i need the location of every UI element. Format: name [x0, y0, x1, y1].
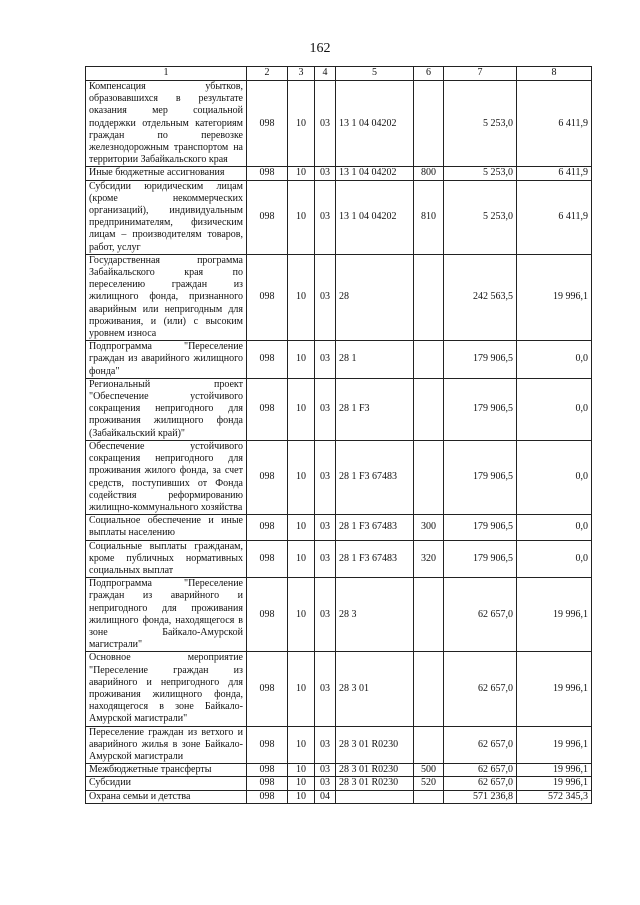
row-expense-type — [414, 726, 444, 764]
row-expense-type: 320 — [414, 540, 444, 578]
row-ved-code: 098 — [247, 578, 288, 652]
row-amount-col7: 179 906,5 — [444, 378, 517, 440]
row-section-code: 10 — [288, 790, 315, 803]
row-section-code: 10 — [288, 378, 315, 440]
row-expense-type — [414, 378, 444, 440]
row-amount-col8: 19 996,1 — [517, 578, 592, 652]
row-amount-col7: 5 253,0 — [444, 81, 517, 167]
row-target-code: 28 1 F3 67483 — [336, 540, 414, 578]
row-section-code: 10 — [288, 726, 315, 764]
row-name: Подпрограмма "Переселение граждан из аварийного жилищного фонда" — [86, 341, 247, 379]
row-name: Государственная программа Забайкальского края по переселению граждан из жилищного фонда, признанного аварийным или непригодным для проживания, и (или) с высоким уровнем износа — [86, 254, 247, 340]
row-section-code: 10 — [288, 440, 315, 514]
header-cell: 1 — [86, 67, 247, 81]
row-amount-col8: 0,0 — [517, 540, 592, 578]
table-row — [86, 578, 592, 652]
row-target-code: 28 1 F3 67483 — [336, 515, 414, 540]
row-amount-col8: 0,0 — [517, 515, 592, 540]
table-row — [86, 341, 592, 379]
row-ved-code: 098 — [247, 180, 288, 254]
header-row — [86, 67, 592, 81]
row-section-code: 10 — [288, 341, 315, 379]
table-row — [86, 81, 592, 167]
table-row — [86, 378, 592, 440]
header-cell: 3 — [288, 67, 315, 81]
table-row — [86, 515, 592, 540]
row-expense-type: 300 — [414, 515, 444, 540]
table-row — [86, 180, 592, 254]
row-section-code: 10 — [288, 254, 315, 340]
row-section-code: 10 — [288, 578, 315, 652]
row-amount-col8: 19 996,1 — [517, 764, 592, 777]
row-amount-col7: 62 657,0 — [444, 726, 517, 764]
row-section-code: 10 — [288, 764, 315, 777]
row-amount-col7: 242 563,5 — [444, 254, 517, 340]
row-subsection-code: 03 — [315, 652, 336, 726]
row-target-code: 28 1 F3 — [336, 378, 414, 440]
page-number: 162 — [309, 41, 331, 56]
budget-table — [85, 66, 592, 804]
row-ved-code: 098 — [247, 167, 288, 180]
row-target-code: 13 1 04 04202 — [336, 81, 414, 167]
row-ved-code: 098 — [247, 777, 288, 790]
row-target-code: 28 3 01 R0230 — [336, 764, 414, 777]
row-amount-col8: 19 996,1 — [517, 254, 592, 340]
row-name: Иные бюджетные ассигнования — [86, 167, 247, 180]
row-expense-type: 810 — [414, 180, 444, 254]
row-subsection-code: 03 — [315, 81, 336, 167]
row-expense-type: 520 — [414, 777, 444, 790]
row-amount-col8: 19 996,1 — [517, 726, 592, 764]
row-subsection-code: 04 — [315, 790, 336, 803]
row-amount-col7: 571 236,8 — [444, 790, 517, 803]
row-amount-col8: 572 345,3 — [517, 790, 592, 803]
row-amount-col7: 179 906,5 — [444, 515, 517, 540]
row-ved-code: 098 — [247, 378, 288, 440]
row-section-code: 10 — [288, 777, 315, 790]
row-ved-code: 098 — [247, 764, 288, 777]
row-ved-code: 098 — [247, 515, 288, 540]
row-expense-type — [414, 81, 444, 167]
row-name: Компенсация убытков, образовавшихся в результате оказания мер социальной поддержки отдельным категориям граждан по перевозке железнодорожным транспортом на территории Забайкальского края — [86, 81, 247, 167]
row-subsection-code: 03 — [315, 167, 336, 180]
row-target-code: 28 3 01 R0230 — [336, 726, 414, 764]
row-subsection-code: 03 — [315, 341, 336, 379]
row-subsection-code: 03 — [315, 440, 336, 514]
row-ved-code: 098 — [247, 254, 288, 340]
row-subsection-code: 03 — [315, 180, 336, 254]
table-row — [86, 254, 592, 340]
header-cell: 7 — [444, 67, 517, 81]
row-amount-col7: 62 657,0 — [444, 777, 517, 790]
row-amount-col7: 62 657,0 — [444, 652, 517, 726]
row-expense-type — [414, 578, 444, 652]
row-subsection-code: 03 — [315, 777, 336, 790]
row-target-code: 28 3 01 — [336, 652, 414, 726]
row-name: Основное мероприятие "Переселение граждан из аварийного и непригодного для проживания жилищного фонда, находящегося в зоне Байкало-Амурской магистрали" — [86, 652, 247, 726]
row-name: Охрана семьи и детства — [86, 790, 247, 803]
row-section-code: 10 — [288, 180, 315, 254]
row-expense-type — [414, 254, 444, 340]
table-row — [86, 764, 592, 777]
row-ved-code: 098 — [247, 790, 288, 803]
row-target-code: 28 — [336, 254, 414, 340]
header-cell: 5 — [336, 67, 414, 81]
row-amount-col7: 179 906,5 — [444, 341, 517, 379]
row-section-code: 10 — [288, 81, 315, 167]
header-cell: 4 — [315, 67, 336, 81]
row-amount-col7: 62 657,0 — [444, 578, 517, 652]
row-subsection-code: 03 — [315, 764, 336, 777]
row-amount-col8: 0,0 — [517, 440, 592, 514]
row-amount-col7: 62 657,0 — [444, 764, 517, 777]
row-name: Переселение граждан из ветхого и аварийного жилья в зоне Байкало-Амурской магистрали — [86, 726, 247, 764]
row-subsection-code: 03 — [315, 578, 336, 652]
row-name: Межбюджетные трансферты — [86, 764, 247, 777]
table-row — [86, 790, 592, 803]
row-section-code: 10 — [288, 167, 315, 180]
row-expense-type — [414, 440, 444, 514]
row-amount-col8: 6 411,9 — [517, 81, 592, 167]
row-target-code: 13 1 04 04202 — [336, 180, 414, 254]
table-row — [86, 540, 592, 578]
table-row — [86, 440, 592, 514]
row-name: Региональный проект "Обеспечение устойчивого сокращения непригодного для проживания жилищного фонда (Забайкальский край)" — [86, 378, 247, 440]
row-expense-type — [414, 652, 444, 726]
row-amount-col8: 0,0 — [517, 378, 592, 440]
row-ved-code: 098 — [247, 81, 288, 167]
header-cell: 6 — [414, 67, 444, 81]
row-target-code: 28 1 — [336, 341, 414, 379]
row-name: Подпрограмма "Переселение граждан из аварийного и непригодного для проживания жилищного фонда, находящегося в зоне Байкало-Амурской магистрали" — [86, 578, 247, 652]
row-section-code: 10 — [288, 540, 315, 578]
row-section-code: 10 — [288, 515, 315, 540]
row-amount-col7: 179 906,5 — [444, 540, 517, 578]
row-amount-col8: 19 996,1 — [517, 777, 592, 790]
row-subsection-code: 03 — [315, 515, 336, 540]
row-subsection-code: 03 — [315, 726, 336, 764]
row-amount-col8: 6 411,9 — [517, 180, 592, 254]
row-expense-type — [414, 790, 444, 803]
row-ved-code: 098 — [247, 652, 288, 726]
row-target-code: 28 1 F3 67483 — [336, 440, 414, 514]
row-ved-code: 098 — [247, 440, 288, 514]
row-section-code: 10 — [288, 652, 315, 726]
row-name: Обеспечение устойчивого сокращения непригодного для проживания жилого фонда, за счет средств, поступивших от Фонда содействия реформированию жилищно-коммунального хозяйства — [86, 440, 247, 514]
row-subsection-code: 03 — [315, 254, 336, 340]
row-amount-col8: 19 996,1 — [517, 652, 592, 726]
row-target-code: 28 3 — [336, 578, 414, 652]
row-expense-type — [414, 341, 444, 379]
row-subsection-code: 03 — [315, 378, 336, 440]
row-ved-code: 098 — [247, 540, 288, 578]
row-ved-code: 098 — [247, 341, 288, 379]
table-row — [86, 726, 592, 764]
table-row — [86, 777, 592, 790]
row-amount-col7: 179 906,5 — [444, 440, 517, 514]
row-amount-col7: 5 253,0 — [444, 180, 517, 254]
table-row — [86, 652, 592, 726]
row-expense-type: 800 — [414, 167, 444, 180]
header-cell: 2 — [247, 67, 288, 81]
row-target-code: 28 3 01 R0230 — [336, 777, 414, 790]
row-subsection-code: 03 — [315, 540, 336, 578]
row-amount-col8: 0,0 — [517, 341, 592, 379]
table-row — [86, 167, 592, 180]
row-name: Социальные выплаты гражданам, кроме публичных нормативных социальных выплат — [86, 540, 247, 578]
row-target-code: 13 1 04 04202 — [336, 167, 414, 180]
row-amount-col8: 6 411,9 — [517, 167, 592, 180]
row-ved-code: 098 — [247, 726, 288, 764]
header-cell: 8 — [517, 67, 592, 81]
row-expense-type: 500 — [414, 764, 444, 777]
row-name: Субсидии — [86, 777, 247, 790]
row-amount-col7: 5 253,0 — [444, 167, 517, 180]
row-target-code — [336, 790, 414, 803]
row-name: Социальное обеспечение и иные выплаты населению — [86, 515, 247, 540]
row-name: Субсидии юридическим лицам (кроме некоммерческих организаций), индивидуальным предпринимателям, физическим лицам – производителям товаров, работ, услуг — [86, 180, 247, 254]
